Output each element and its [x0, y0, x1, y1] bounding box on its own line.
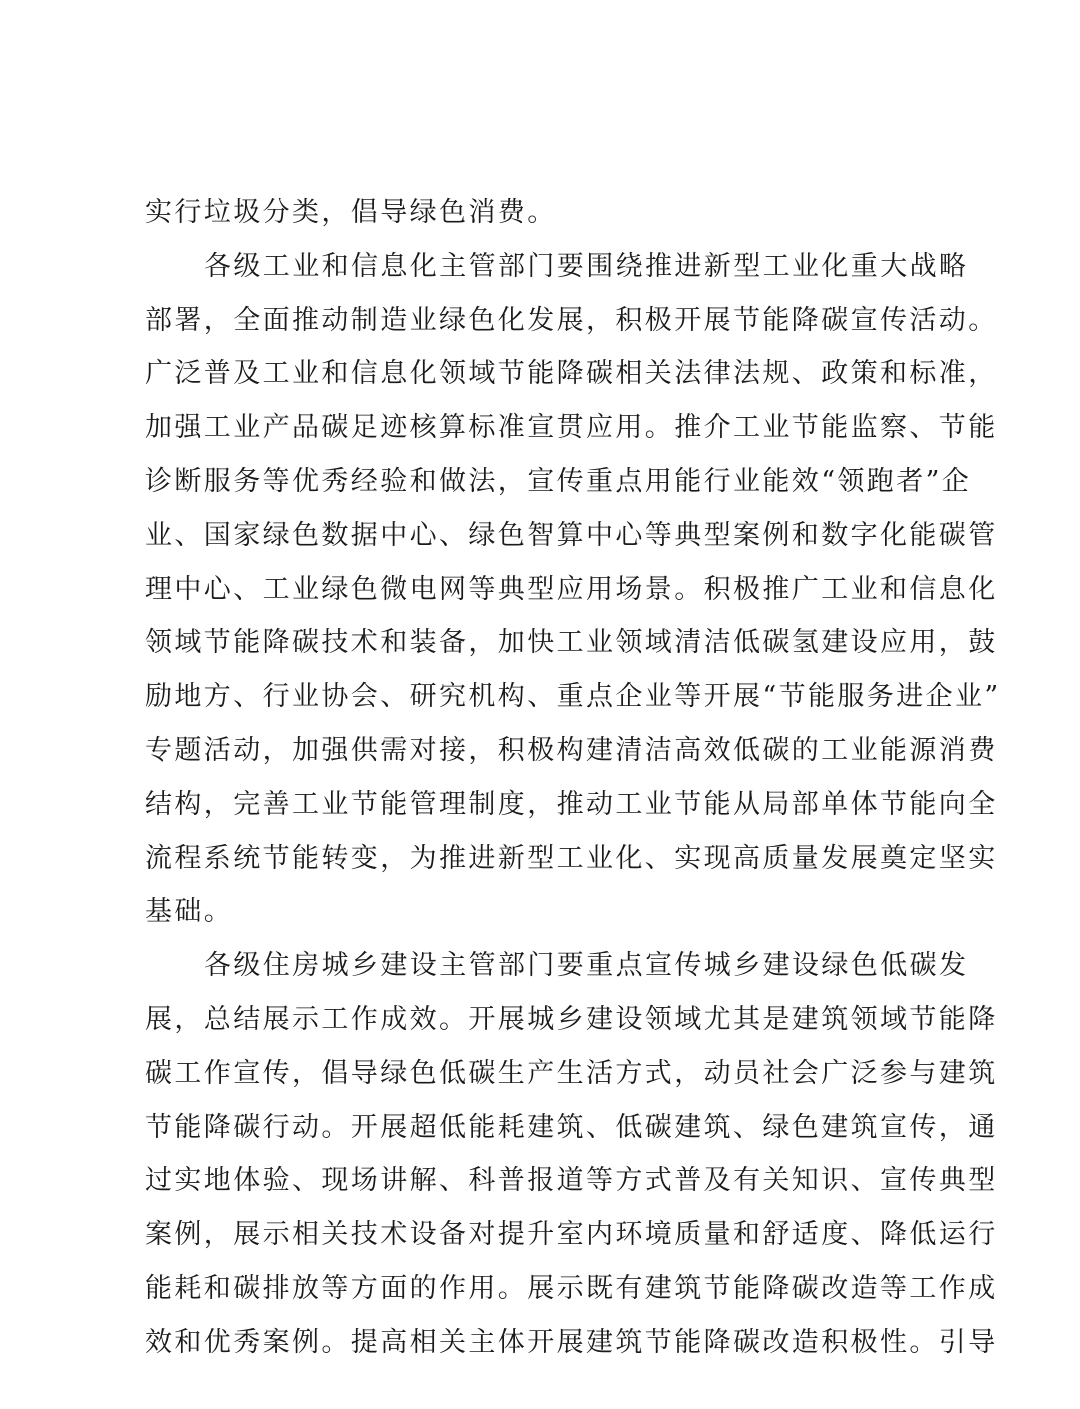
text-line: 理中心、工业绿色微电网等典型应用场景。积极推广工业和信息化: [145, 573, 998, 605]
text-line: 专题活动，加强供需对接，积极构建清洁高效低碳的工业能源消费: [145, 734, 998, 766]
text-line: 实行垃圾分类，倡导绿色消费。: [145, 197, 557, 228]
text-line: 效和优秀案例。提高相关主体开展建筑节能降碳改造积极性。引导: [145, 1326, 998, 1358]
text-line: 案例，展示相关技术设备对提升室内环境质量和舒适度、降低运行: [145, 1219, 998, 1251]
text-line: 部署，全面推动制造业绿色化发展，积极开展节能降碳宣传活动。: [145, 304, 998, 336]
text-line: 碳工作宣传，倡导绿色低碳生产生活方式，动员社会广泛参与建筑: [145, 1057, 998, 1089]
text-line: 结构，完善工业节能管理制度，推动工业节能从局部单体节能向全: [145, 788, 998, 820]
text-line: 领域节能降碳技术和装备，加快工业领域清洁低碳氢建设应用，鼓: [145, 627, 998, 659]
text-line: 能耗和碳排放等方面的作用。展示既有建筑节能降碳改造等工作成: [145, 1272, 998, 1304]
body-text: [145, 186, 1001, 1370]
text-line: 励地方、行业协会、研究机构、重点企业等开展“节能服务进企业”: [145, 681, 1001, 713]
text-line: 诊断服务等优秀经验和做法，宣传重点用能行业能效“领跑者”企: [145, 465, 972, 497]
text-line: 加强工业产品碳足迹核算标准宣贯应用。推介工业节能监察、节能: [145, 412, 998, 444]
text-line: 展，总结展示工作成效。开展城乡建设领域尤其是建筑领域节能降: [145, 1003, 998, 1035]
paragraph-start-line: 各级住房城乡建设主管部门要重点宣传城乡建设绿色低碳发: [204, 950, 969, 982]
text-line: 业、国家绿色数据中心、绿色智算中心等典型案例和数字化能碳管: [145, 519, 998, 551]
text-line: 流程系统节能转变，为推进新型工业化、实现高质量发展奠定坚实: [145, 842, 998, 874]
text-line: 基础。: [145, 896, 234, 928]
text-line: 过实地体验、现场讲解、科普报道等方式普及有关知识、宣传典型: [145, 1165, 998, 1197]
text-line: 节能降碳行动。开展超低能耗建筑、低碳建筑、绿色建筑宣传，通: [145, 1111, 998, 1143]
paragraph-start-line: 各级工业和信息化主管部门要围绕推进新型工业化重大战略: [204, 250, 969, 282]
text-line: 广泛普及工业和信息化领域节能降碳相关法律法规、政策和标准，: [145, 358, 998, 390]
